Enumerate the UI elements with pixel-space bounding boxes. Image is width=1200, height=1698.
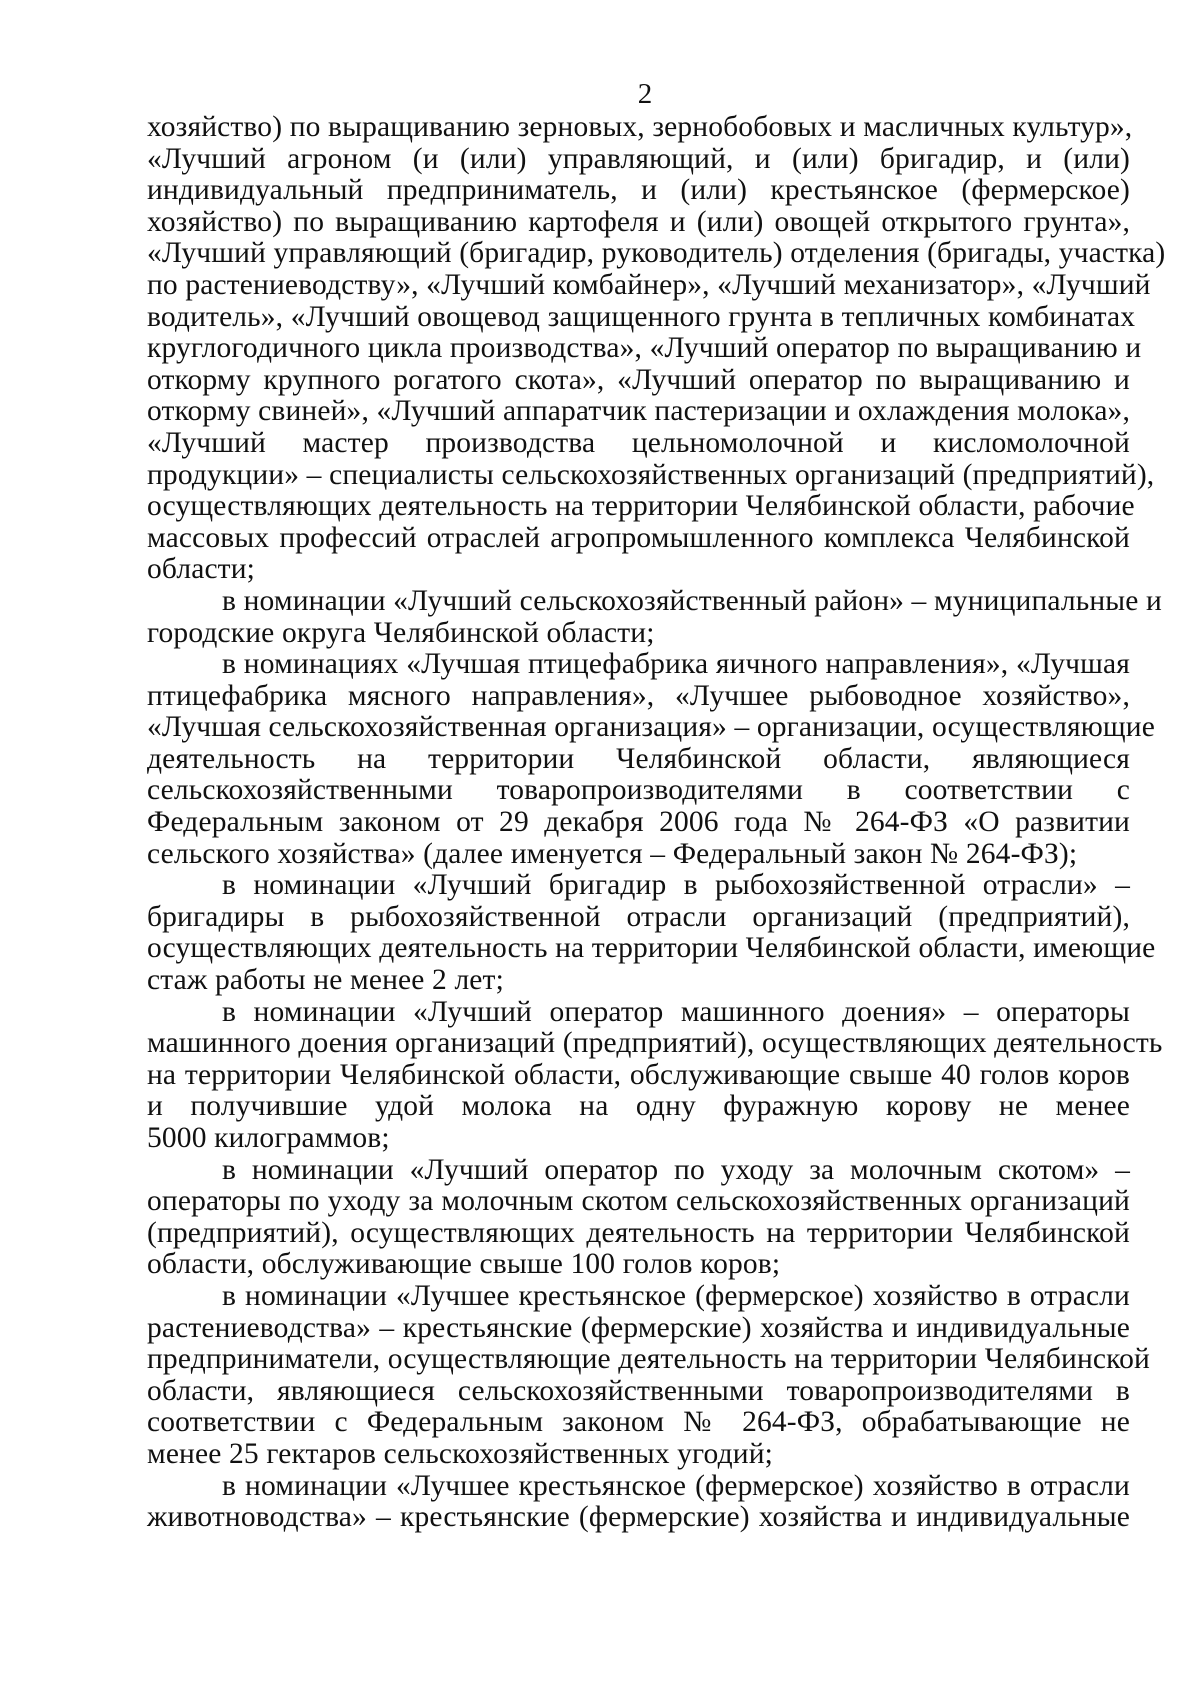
text-line: 5000 килограммов; [147, 1122, 390, 1154]
text-line: продукции» – специалисты сельскохозяйственных организаций (предприятий), [147, 458, 1155, 491]
text-line: откорму крупного рогатого скота», «Лучший оператор по выращиванию и [147, 363, 1130, 396]
text-line: машинного доения организаций (предприятий), осуществляющих деятельность [147, 1027, 1163, 1060]
text-line: соответствии с Федеральным законом № 264-ФЗ, обрабатывающие не [147, 1406, 1130, 1439]
text-line: городские округа Челябинской области; [147, 616, 655, 649]
text-line: откорму свиней», «Лучший аппаратчик пастеризации и охлаждения молока», [147, 395, 1130, 428]
text-line: области; [147, 553, 256, 586]
text-line: хозяйство) по выращиванию зерновых, зернобобовых и масличных культур», [147, 111, 1133, 143]
text-line: по растениеводству», «Лучший комбайнер», «Лучший механизатор», «Лучший [147, 268, 1151, 301]
text-line: сельскохозяйственными товаропроизводителями в соответствии с [147, 774, 1130, 807]
text-line: «Лучшая сельскохозяйственная организация» – организации, осуществляющие [147, 711, 1155, 744]
text-line: животноводства» – крестьянские (фермерские) хозяйства и индивидуальные [147, 1501, 1130, 1534]
paragraph-first-line: в номинации «Лучший бригадир в рыбохозяйственной отрасли» – [222, 869, 1130, 902]
text-line: предприниматели, осуществляющие деятельность на территории Челябинской [147, 1343, 1150, 1376]
text-line: (предприятий), осуществляющих деятельность на территории Челябинской [147, 1216, 1130, 1249]
document-body [147, 111, 1166, 1534]
text-line: осуществляющих деятельность на территории Челябинской области, рабочие [147, 490, 1135, 523]
paragraph-first-line: в номинациях «Лучшая птицефабрика яичного направления», «Лучшая [222, 648, 1130, 681]
text-line: индивидуальный предприниматель, и (или) крестьянское (фермерское) [147, 174, 1130, 207]
paragraph-first-line: в номинации «Лучший оператор по уходу за молочным скотом» – [222, 1153, 1130, 1186]
text-line: деятельность на территории Челябинской области, являющиеся [147, 742, 1130, 775]
text-line: сельского хозяйства» (далее именуется – Федеральный закон № 264-ФЗ); [147, 837, 1078, 870]
page-number: 2 [637, 78, 653, 110]
paragraph-first-line: в номинации «Лучшее крестьянское (фермерское) хозяйство в отрасли [222, 1469, 1130, 1502]
text-line: растениеводства» – крестьянские (фермерские) хозяйства и индивидуальные [147, 1311, 1130, 1344]
text-line: осуществляющих деятельность на территории Челябинской области, имеющие [147, 932, 1156, 965]
paragraph-first-line: в номинации «Лучший оператор машинного доения» – операторы [222, 995, 1130, 1028]
text-line: «Лучший мастер производства цельномолочной и кисломолочной [147, 426, 1130, 459]
text-line: области, являющиеся сельскохозяйственными товаропроизводителями в [147, 1374, 1130, 1407]
text-line: птицефабрика мясного направления», «Лучшее рыбоводное хозяйство», [147, 679, 1130, 712]
text-line: массовых профессий отраслей агропромышленного комплекса Челябинской [147, 521, 1130, 554]
paragraph-first-line: в номинации «Лучший сельскохозяйственный район» – муниципальные и [222, 584, 1162, 617]
text-line: области, обслуживающие свыше 100 голов коров; [147, 1248, 781, 1281]
paragraph-first-line: в номинации «Лучшее крестьянское (фермерское) хозяйство в отрасли [222, 1279, 1130, 1312]
text-line: «Лучший агроном (и (или) управляющий, и (или) бригадир, и (или) [147, 142, 1130, 175]
text-line: хозяйство) по выращиванию картофеля и (или) овощей открытого грунта», [147, 205, 1130, 238]
text-line: и получившие удой молока на одну фуражную корову не менее [147, 1090, 1130, 1123]
text-line: бригадиры в рыбохозяйственной отрасли организаций (предприятий), [147, 900, 1130, 933]
text-line: круглогодичного цикла производства», «Лучший оператор по выращиванию и [147, 332, 1142, 365]
text-line: на территории Челябинской области, обслуживающие свыше 40 голов коров [147, 1058, 1130, 1091]
text-line: водитель», «Лучший овощевод защищенного грунта в тепличных комбинатах [147, 300, 1136, 333]
text-line: менее 25 гектаров сельскохозяйственных угодий; [147, 1437, 773, 1470]
text-line: стаж работы не менее 2 лет; [147, 964, 504, 997]
text-line: операторы по уходу за молочным скотом сельскохозяйственных организаций [147, 1185, 1130, 1218]
text-line: «Лучший управляющий (бригадир, руководитель) отделения (бригады, участка) [147, 237, 1166, 270]
text-line: Федеральным законом от 29 декабря 2006 года № 264-ФЗ «О развитии [147, 806, 1130, 839]
